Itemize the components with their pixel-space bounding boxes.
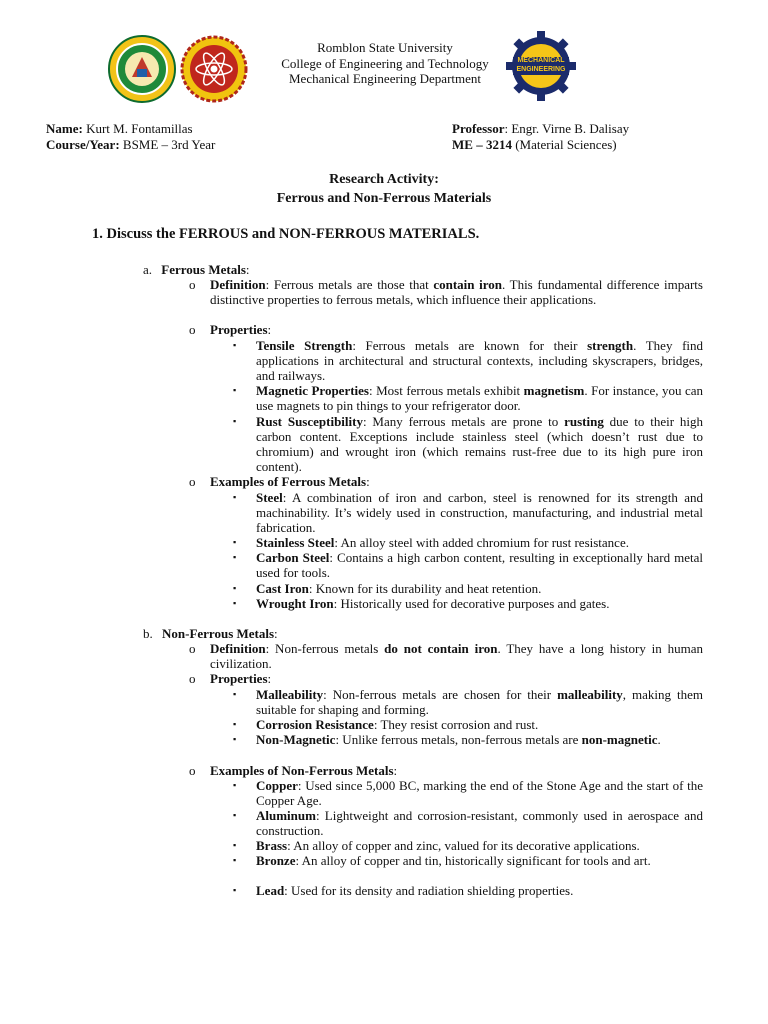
example-aluminum: Aluminum: Lightweight and corrosion-resistant, commonly used in aerospace and construction. [256,808,703,838]
nonferrous-definition: Definition: Non-ferrous metals do not contain iron. They have a long history in human civilization. [210,641,703,671]
square-bullet: ▪ [233,689,237,699]
example-wrought-iron: Wrought Iron: Historically used for decorative purposes and gates. [256,596,610,611]
circle-bullet: o [189,277,196,292]
professor-value: : Engr. Virne B. Dalisay [504,121,630,136]
circle-bullet: o [189,671,196,686]
document-title-line1: Research Activity: [329,172,439,187]
square-bullet: ▪ [233,385,237,395]
example-bronze: Bronze: An alloy of copper and tin, historically significant for tools and art. [256,853,651,868]
example-stainless-steel: Stainless Steel: An alloy steel with added chromium for rust resistance. [256,535,629,550]
nonferrous-malleability: Malleability: Non-ferrous metals are chosen for their malleability, making them suitable for shaping and forming. [256,687,703,717]
square-bullet: ▪ [233,416,237,426]
square-bullet: ▪ [233,340,237,350]
department-name: Mechanical Engineering Department [288,71,482,86]
professor-label: Professor [452,121,505,136]
square-bullet: ▪ [233,492,237,502]
square-bullet: ▪ [233,719,237,729]
nonferrous-corrosion-resistance: Corrosion Resistance: They resist corrosion and rust. [256,717,539,732]
example-cast-iron: Cast Iron: Known for its durability and heat retention. [256,581,542,596]
example-brass: Brass: An alloy of copper and zinc, valued for its decorative applications. [256,838,640,853]
subject-name: (Material Sciences) [515,137,617,152]
college-name: College of Engineering and Technology [281,55,489,71]
nonferrous-properties-heading: Properties: [210,671,272,686]
course-year-row [46,137,215,153]
example-steel: Steel: A combination of iron and carbon, steel is renowned for its strength and machinability. It’s widely used in construction, manufacturing, and industrial metal fabrication. [256,490,703,535]
ferrous-heading: Ferrous Metals [161,262,246,277]
name-label: Name: [46,121,83,136]
circle-bullet: o [189,763,196,778]
ferrous-rust-susceptibility: Rust Susceptibility: Many ferrous metals are prone to rusting due to their high carbon content. Exceptions include stainless steel (which doesn’t rust due to chromium) and wrought iron (which remains rust-free due to its high pure iron content). [256,414,703,474]
ferrous-examples-heading: Examples of Ferrous Metals: [210,474,370,489]
circle-bullet: o [189,641,196,656]
section-letter-a: a. [143,262,153,277]
example-carbon-steel: Carbon Steel: Contains a high carbon content, resulting in exceptionally hard metal used for tools. [256,550,703,580]
square-bullet: ▪ [233,855,237,865]
university-name: Romblon State University [317,40,453,55]
nonferrous-heading: Non-Ferrous Metals [162,626,275,641]
square-bullet: ▪ [233,810,237,820]
nonferrous-examples-heading: Examples of Non-Ferrous Metals: [210,763,398,778]
student-name-row [46,121,193,137]
subject-code: ME – 3214 [452,137,512,152]
course-label: Course/Year: [46,137,120,152]
square-bullet: ▪ [233,885,237,895]
circle-bullet: o [189,474,196,489]
square-bullet: ▪ [233,583,237,593]
subject-row [452,137,617,153]
ferrous-magnetic-properties: Magnetic Properties: Most ferrous metals exhibit magnetism. For instance, you can use magnets to pin things to your refrigerator door. [256,383,704,413]
name-value: Kurt M. Fontamillas [86,121,193,136]
square-bullet: ▪ [233,840,237,850]
letterhead [230,40,540,87]
example-lead: Lead: Used for its density and radiation shielding properties. [256,883,574,898]
square-bullet: ▪ [233,537,237,547]
circle-bullet: o [189,322,196,337]
document-title-line2: Ferrous and Non-Ferrous Materials [276,191,492,206]
ferrous-tensile-strength: Tensile Strength: Ferrous metals are known for their strength. They find applications in architectural and structural contexts, including skyscrapers, bridges, and railways. [256,338,704,383]
rsu-seal-logo [108,35,176,103]
section-ferrous-heading: a. Ferrous Metals: [143,262,250,277]
example-copper: Copper: Used since 5,000 BC, marking the end of the Stone Age and the start of the Copper Age. [256,778,703,808]
square-bullet: ▪ [233,734,237,744]
square-bullet: ▪ [233,780,237,790]
question-heading: 1. Discuss the FERROUS and NON-FERROUS MATERIALS. [92,226,480,242]
square-bullet: ▪ [233,552,237,562]
course-value: BSME – 3rd Year [122,137,216,152]
ferrous-properties-heading: Properties: [210,322,272,337]
section-letter-b: b. [143,626,153,641]
section-nonferrous-heading: b. Non-Ferrous Metals: [143,626,278,641]
me-logo-text: MECHANICAL ENGINEERING [516,57,566,73]
square-bullet: ▪ [233,598,237,608]
ferrous-definition: Definition: Ferrous metals are those that contain iron. This fundamental difference imparts distinctive properties to ferrous metals, which influence their applications. [210,277,703,307]
nonferrous-non-magnetic: Non-Magnetic: Unlike ferrous metals, non-ferrous metals are non-magnetic. [256,732,661,747]
professor-row [452,121,629,137]
